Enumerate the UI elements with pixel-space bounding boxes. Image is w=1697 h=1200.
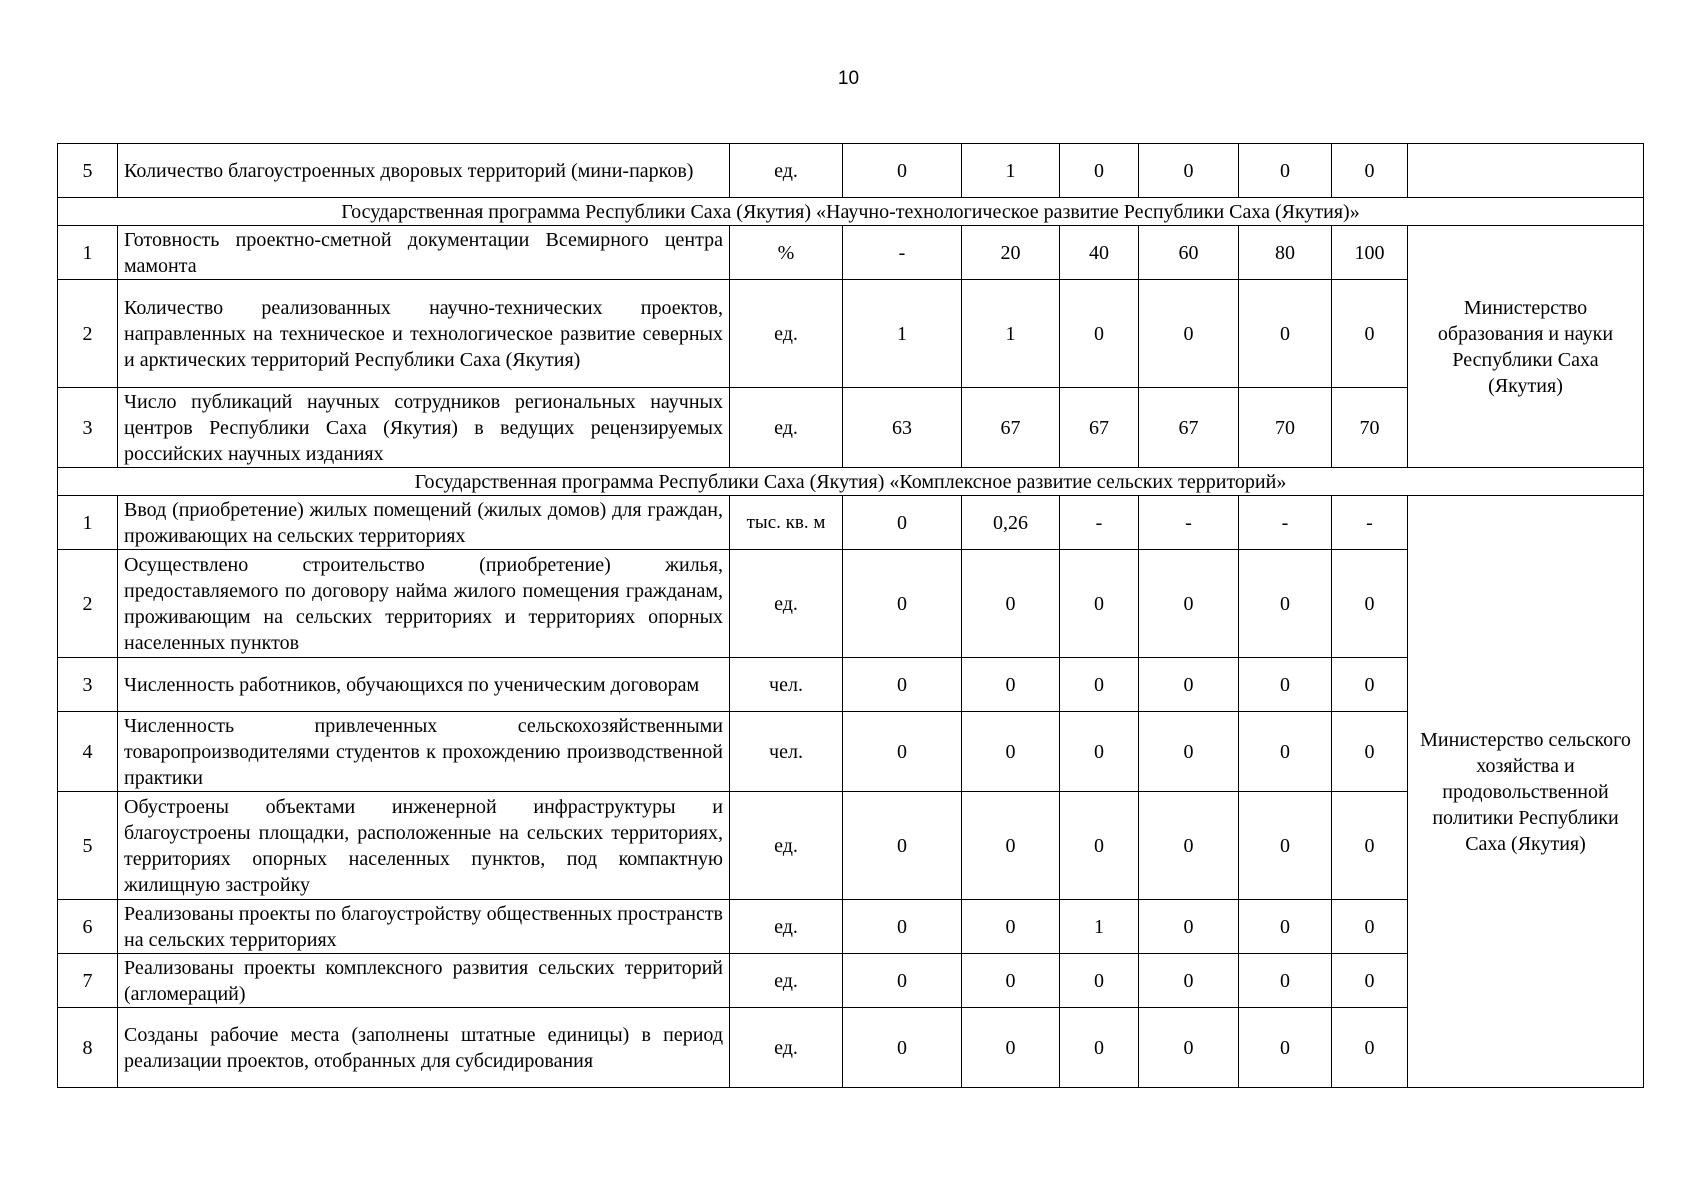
table-row [58,496,1644,550]
indicator-value: 0 [1060,792,1139,900]
indicator-value: 60 [1139,226,1239,280]
indicator-value: 67 [962,388,1060,468]
section-title-rural: Государственная программа Республики Саха (Якутия) «Комплексное развитие сельских территорий» [58,468,1644,496]
indicator-value: - [1239,496,1332,550]
indicator-name: Ввод (приобретение) жилых помещений (жилых домов) для граждан, проживающих на сельских территориях [118,496,730,550]
indicator-unit: ед. [730,1008,843,1088]
indicator-value: 0 [1139,712,1239,792]
indicator-name: Численность привлеченных сельскохозяйственными товаропроизводителями студентов к прохождению производственной практики [118,712,730,792]
indicator-value: 63 [843,388,962,468]
indicator-value: 0 [1060,280,1139,388]
indicator-value: 0 [1332,1008,1408,1088]
row-number: 6 [58,900,118,954]
indicator-value: 70 [1332,388,1408,468]
indicator-unit: % [730,226,843,280]
indicator-name: Количество реализованных научно-технических проектов, направленных на техническое и технологическое развитие северных и арктических территорий Республики Саха (Якутия) [118,280,730,388]
indicator-value: 20 [962,226,1060,280]
indicator-name: Готовность проектно-сметной документации Всемирного центра мамонта [118,226,730,280]
indicator-value: 40 [1060,226,1139,280]
indicator-value: 0 [1060,712,1139,792]
indicator-value: 0 [1239,280,1332,388]
indicator-value: 0 [1332,280,1408,388]
table-row [58,550,1644,658]
row-number: 4 [58,712,118,792]
indicator-unit: тыс. кв. м [730,496,843,550]
table-row [58,226,1644,280]
indicator-value: 0 [1139,280,1239,388]
row-number: 3 [58,388,118,468]
indicator-value: 0 [1332,900,1408,954]
row-number: 2 [58,550,118,658]
table-row [58,792,1644,900]
indicator-value: 0 [1139,792,1239,900]
indicator-name: Осуществлено строительство (приобретение) жилья, предоставляемого по договору найма жилого помещения гражданам, проживающим на сельских территориях и территориях опорных населенных пунктов [118,550,730,658]
responsible-empty [1408,144,1644,198]
indicator-value: 0 [962,792,1060,900]
indicator-unit: ед. [730,792,843,900]
indicator-value: 0 [843,550,962,658]
indicator-unit: ед. [730,388,843,468]
indicator-value: 0 [843,658,962,712]
indicator-value: 0 [1239,792,1332,900]
indicator-value: 1 [843,280,962,388]
table-row [58,280,1644,388]
row-number: 5 [58,792,118,900]
indicator-value: 0 [962,900,1060,954]
table-row [58,900,1644,954]
indicator-value: 67 [1060,388,1139,468]
table-row [58,388,1644,468]
indicator-value: 0 [1139,144,1239,198]
indicator-name: Количество благоустроенных дворовых территорий (мини-парков) [118,144,730,198]
indicator-value: 0 [962,658,1060,712]
section-header [58,468,1644,496]
indicator-value: 1 [1060,900,1139,954]
indicator-value: 0 [1139,1008,1239,1088]
indicator-value: 0 [1332,954,1408,1008]
row-number: 1 [58,226,118,280]
row-number: 5 [58,144,118,198]
indicator-value: 0 [1332,144,1408,198]
table-row [58,144,1644,198]
indicator-value: 0 [843,900,962,954]
indicator-value: 0 [1239,144,1332,198]
responsible-ministry-science: Министерство образования и науки Республики Саха (Якутия) [1408,226,1644,468]
indicator-unit: ед. [730,144,843,198]
row-number: 2 [58,280,118,388]
responsible-ministry-rural: Министерство сельского хозяйства и продовольственной политики Республики Саха (Якутия) [1408,496,1644,1088]
indicator-value: 0 [1239,712,1332,792]
indicator-value: 0,26 [962,496,1060,550]
indicator-value: 0 [1139,900,1239,954]
indicator-name: Реализованы проекты по благоустройству общественных пространств на сельских территориях [118,900,730,954]
indicator-value: 0 [1332,712,1408,792]
indicator-value: 0 [843,144,962,198]
indicator-value: 0 [843,954,962,1008]
indicator-value: 0 [1332,658,1408,712]
indicator-value: 0 [843,792,962,900]
indicator-value: 0 [843,1008,962,1088]
indicator-value: - [843,226,962,280]
indicator-value: 1 [962,144,1060,198]
indicator-name: Численность работников, обучающихся по ученическим договорам [118,658,730,712]
indicator-name: Обустроены объектами инженерной инфраструктуры и благоустроены площадки, расположенные на сельских территориях, территориях опорных населенных пунктов, под компактную жилищную застройку [118,792,730,900]
indicator-unit: ед. [730,954,843,1008]
indicator-name: Число публикаций научных сотрудников региональных научных центров Республики Саха (Якутия) в ведущих рецензируемых российских научных изданиях [118,388,730,468]
indicator-value: - [1060,496,1139,550]
indicators-table [57,143,1644,1088]
indicator-value: 0 [843,496,962,550]
indicator-value: 0 [1060,1008,1139,1088]
indicator-unit: ед. [730,900,843,954]
indicator-value: 0 [1060,954,1139,1008]
table-row [58,712,1644,792]
indicator-value: 0 [1239,900,1332,954]
indicator-value: 70 [1239,388,1332,468]
indicator-value: 0 [1060,144,1139,198]
table-row [58,954,1644,1008]
indicator-value: 0 [1239,1008,1332,1088]
indicator-value: 0 [843,712,962,792]
indicator-unit: ед. [730,550,843,658]
indicator-value: 1 [962,280,1060,388]
indicator-value: 80 [1239,226,1332,280]
indicator-name: Реализованы проекты комплексного развития сельских территорий (агломераций) [118,954,730,1008]
indicator-value: 0 [1139,658,1239,712]
page-number: 10 [837,68,860,89]
indicator-value: - [1139,496,1239,550]
indicator-value: 0 [962,954,1060,1008]
row-number: 3 [58,658,118,712]
table-row [58,658,1644,712]
indicator-unit: ед. [730,280,843,388]
indicator-value: 100 [1332,226,1408,280]
indicator-value: 0 [962,1008,1060,1088]
indicator-value: 67 [1139,388,1239,468]
row-number: 1 [58,496,118,550]
indicator-value: 0 [1239,954,1332,1008]
indicator-value: 0 [1239,658,1332,712]
indicator-unit: чел. [730,712,843,792]
indicator-unit: чел. [730,658,843,712]
indicator-value: 0 [1139,550,1239,658]
indicator-value: 0 [1332,550,1408,658]
indicator-value: 0 [962,712,1060,792]
row-number: 7 [58,954,118,1008]
indicator-value: 0 [1060,658,1139,712]
indicator-value: 0 [1239,550,1332,658]
indicator-name: Созданы рабочие места (заполнены штатные единицы) в период реализации проектов, отобранных для субсидирования [118,1008,730,1088]
section-header [58,198,1644,226]
table-row [58,1008,1644,1088]
indicator-value: 0 [1139,954,1239,1008]
section-title-science: Государственная программа Республики Саха (Якутия) «Научно-технологическое развитие Республики Саха (Якутия)» [58,198,1644,226]
row-number: 8 [58,1008,118,1088]
indicator-value: 0 [1060,550,1139,658]
indicator-value: 0 [962,550,1060,658]
indicator-value: 0 [1332,792,1408,900]
indicator-value: - [1332,496,1408,550]
